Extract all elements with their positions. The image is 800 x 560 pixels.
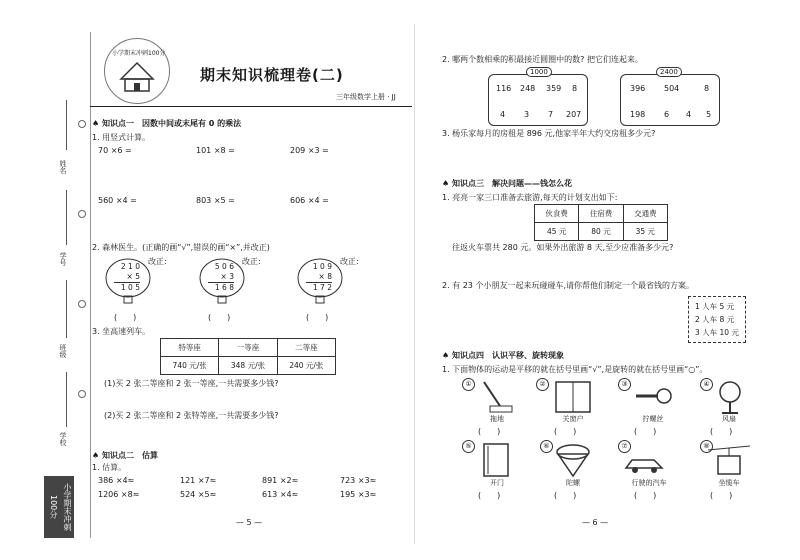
- answer-paren: ( ): [634, 491, 657, 500]
- table-cell: 740 元/张: [161, 357, 219, 375]
- side-badge: 小学期末冲刺100分: [44, 476, 74, 538]
- number-cell: 198: [630, 110, 646, 119]
- calc-item: 101 ×8 =: [196, 146, 235, 155]
- item-label: 拖地: [490, 415, 504, 423]
- page-subtitle: 三年级数学上册 · JJ: [336, 93, 396, 101]
- target-number: 1000: [526, 67, 552, 77]
- answer-paren: ( ): [478, 427, 501, 436]
- item-number: ⑤: [462, 440, 475, 453]
- question-text: 2. 哪两个数相乘的积最接近圆圈中的数? 把它们连起来。: [442, 55, 643, 64]
- side-field-name: 姓名: [59, 160, 67, 174]
- item-number: ③: [618, 378, 631, 391]
- wrench-icon: [632, 380, 674, 416]
- vertical-calc: 1 0 9 × 8 1 7 2: [306, 262, 332, 293]
- question-text: 1. 用竖式计算。: [92, 133, 151, 142]
- number-cell: 8: [704, 84, 710, 93]
- question-text: (2)买 2 张二等座和 2 张特等座,一共需要多少钱?: [104, 411, 279, 420]
- number-cell: 248: [520, 84, 536, 93]
- binding-hole: [78, 210, 86, 218]
- question-text: (1)买 2 张二等座和 2 张一等座,一共需要多少钱?: [104, 379, 279, 388]
- item-number: ⑥: [540, 440, 553, 453]
- item-label: 风扇: [722, 415, 736, 423]
- calc-item: 606 ×4 =: [290, 196, 329, 205]
- item-number: ⑦: [618, 440, 631, 453]
- table-header: 一等座: [219, 339, 277, 357]
- page-number: — 5 —: [236, 518, 263, 527]
- mop-icon: [476, 380, 518, 416]
- side-field-school: 学校: [59, 432, 67, 446]
- target-number: 2400: [656, 67, 682, 77]
- fix-label: 改正:: [148, 257, 167, 266]
- price-line: 2 人车 8 元: [695, 315, 735, 324]
- title-divider: [90, 106, 412, 107]
- item-label: 开门: [490, 479, 504, 487]
- estimate-item: 723 ×3≈: [340, 476, 377, 485]
- table-header: 交通费: [623, 205, 667, 223]
- number-cell: 504: [664, 84, 680, 93]
- side-line: [66, 372, 67, 427]
- answer-paren: ( ): [554, 491, 577, 500]
- item-label: 坐缆车: [718, 479, 740, 487]
- estimate-item: 891 ×2≈: [262, 476, 299, 485]
- answer-paren: ( ): [114, 313, 137, 322]
- number-cell: 396: [630, 84, 646, 93]
- answer-paren: ( ): [710, 427, 733, 436]
- side-line: [66, 190, 67, 245]
- item-label: 关窗户: [562, 415, 584, 423]
- section-heading: ♠ 知识点二 估算: [92, 451, 158, 460]
- fix-label: 改正:: [340, 257, 359, 266]
- table-cell: 240 元/张: [277, 357, 335, 375]
- answer-paren: ( ): [208, 313, 231, 322]
- page-title: 期末知识梳理卷(二): [200, 66, 344, 84]
- table-header: 特等座: [161, 339, 219, 357]
- number-cell: 359: [546, 84, 562, 93]
- number-cell: 207: [566, 110, 582, 119]
- number-cell: 5: [706, 110, 712, 119]
- price-line: 3 人车 10 元: [695, 328, 739, 337]
- number-cell: 4: [500, 110, 506, 119]
- question-text: 往返火车票共 280 元。如果外出旅游 8 天,至少应准备多少元?: [452, 243, 674, 252]
- fan-icon: [708, 380, 750, 416]
- number-cell: 4: [686, 110, 692, 119]
- estimate-item: 1206 ×8≈: [98, 490, 140, 499]
- estimate-item: 195 ×3≈: [340, 490, 377, 499]
- item-label: 陀螺: [566, 479, 580, 487]
- page-number: — 6 —: [582, 518, 609, 527]
- item-number: ①: [462, 378, 475, 391]
- side-field-class: 班级: [59, 344, 67, 358]
- side-line: [66, 280, 67, 338]
- item-label: 拧螺丝: [642, 415, 664, 423]
- number-cell: 7: [548, 110, 554, 119]
- answer-paren: ( ): [554, 427, 577, 436]
- calc-item: 803 ×5 =: [196, 196, 235, 205]
- bumper-car-prices: [688, 296, 746, 343]
- calc-item: 70 ×6 =: [98, 146, 132, 155]
- table-cell: 348 元/张: [219, 357, 277, 375]
- table-header: 二等座: [277, 339, 335, 357]
- answer-paren: ( ): [306, 313, 329, 322]
- calc-item: 560 ×4 =: [98, 196, 137, 205]
- section-heading: ♠ 知识点三 解决问题——钱怎么花: [442, 179, 572, 188]
- answer-paren: ( ): [710, 491, 733, 500]
- table-header: 伙食费: [535, 205, 579, 223]
- estimate-item: 121 ×7≈: [180, 476, 217, 485]
- door-icon: [476, 442, 518, 478]
- question-text: 3. 坐高速列车。: [92, 327, 151, 336]
- table-cell: 35 元: [623, 223, 667, 241]
- item-number: ⑧: [700, 440, 713, 453]
- table-cell: 45 元: [535, 223, 579, 241]
- estimate-item: 386 ×4≈: [98, 476, 135, 485]
- window-icon: [552, 380, 594, 416]
- question-text: 2. 森林医生。(正确的画“√”,错误的画“×”,并改正): [92, 243, 270, 252]
- calc-item: 209 ×3 =: [290, 146, 329, 155]
- number-cell: 116: [496, 84, 512, 93]
- spinning-top-icon: [552, 442, 594, 478]
- question-text: 1. 下面物体的运动是平移的就在括号里画“√”,是旋转的就在括号里画“○”。: [442, 365, 708, 374]
- side-line: [66, 100, 67, 150]
- question-text: 1. 估算。: [92, 463, 127, 472]
- answer-paren: ( ): [634, 427, 657, 436]
- question-text: 3. 杨乐家每月的房租是 896 元,他家半年大约交房租多少元?: [442, 129, 656, 138]
- price-line: 1 人车 5 元: [695, 302, 735, 311]
- expense-table: [534, 204, 668, 241]
- section-heading: ♠ 知识点四 认识平移、旋转现象: [442, 351, 564, 360]
- table-header: 住宿费: [579, 205, 623, 223]
- number-cell: 6: [664, 110, 670, 119]
- car-icon: [624, 446, 666, 482]
- item-number: ②: [536, 378, 549, 391]
- estimate-item: 524 ×5≈: [180, 490, 217, 499]
- binding-hole: [78, 300, 86, 308]
- vertical-calc: 2 1 0 × 5 1 0 5: [114, 262, 140, 293]
- train-price-table: [160, 338, 336, 375]
- item-label: 行驶的汽车: [631, 479, 667, 487]
- page-fold: [414, 24, 415, 544]
- binding-hole: [78, 120, 86, 128]
- side-field-id: 学号: [59, 252, 67, 266]
- table-cell: 80 元: [579, 223, 623, 241]
- question-text: 2. 有 23 个小朋友一起来玩碰碰车,请你帮他们制定一个最省钱的方案。: [442, 281, 694, 290]
- item-number: ④: [700, 378, 713, 391]
- binding-hole: [78, 390, 86, 398]
- question-text: 1. 亮亮一家三口准备去旅游,每天的计划支出如下:: [442, 193, 618, 202]
- section-heading: ♠ 知识点一 因数中间或末尾有 0 的乘法: [92, 119, 242, 128]
- number-cell: 3: [524, 110, 530, 119]
- answer-paren: ( ): [478, 491, 501, 500]
- estimate-item: 613 ×4≈: [262, 490, 299, 499]
- logo-text: 小学期末冲刺100分: [112, 50, 166, 57]
- number-cell: 8: [572, 84, 578, 93]
- fix-label: 改正:: [242, 257, 261, 266]
- vertical-calc: 5 0 6 × 3 1 6 8: [208, 262, 234, 293]
- cable-car-icon: [708, 444, 750, 480]
